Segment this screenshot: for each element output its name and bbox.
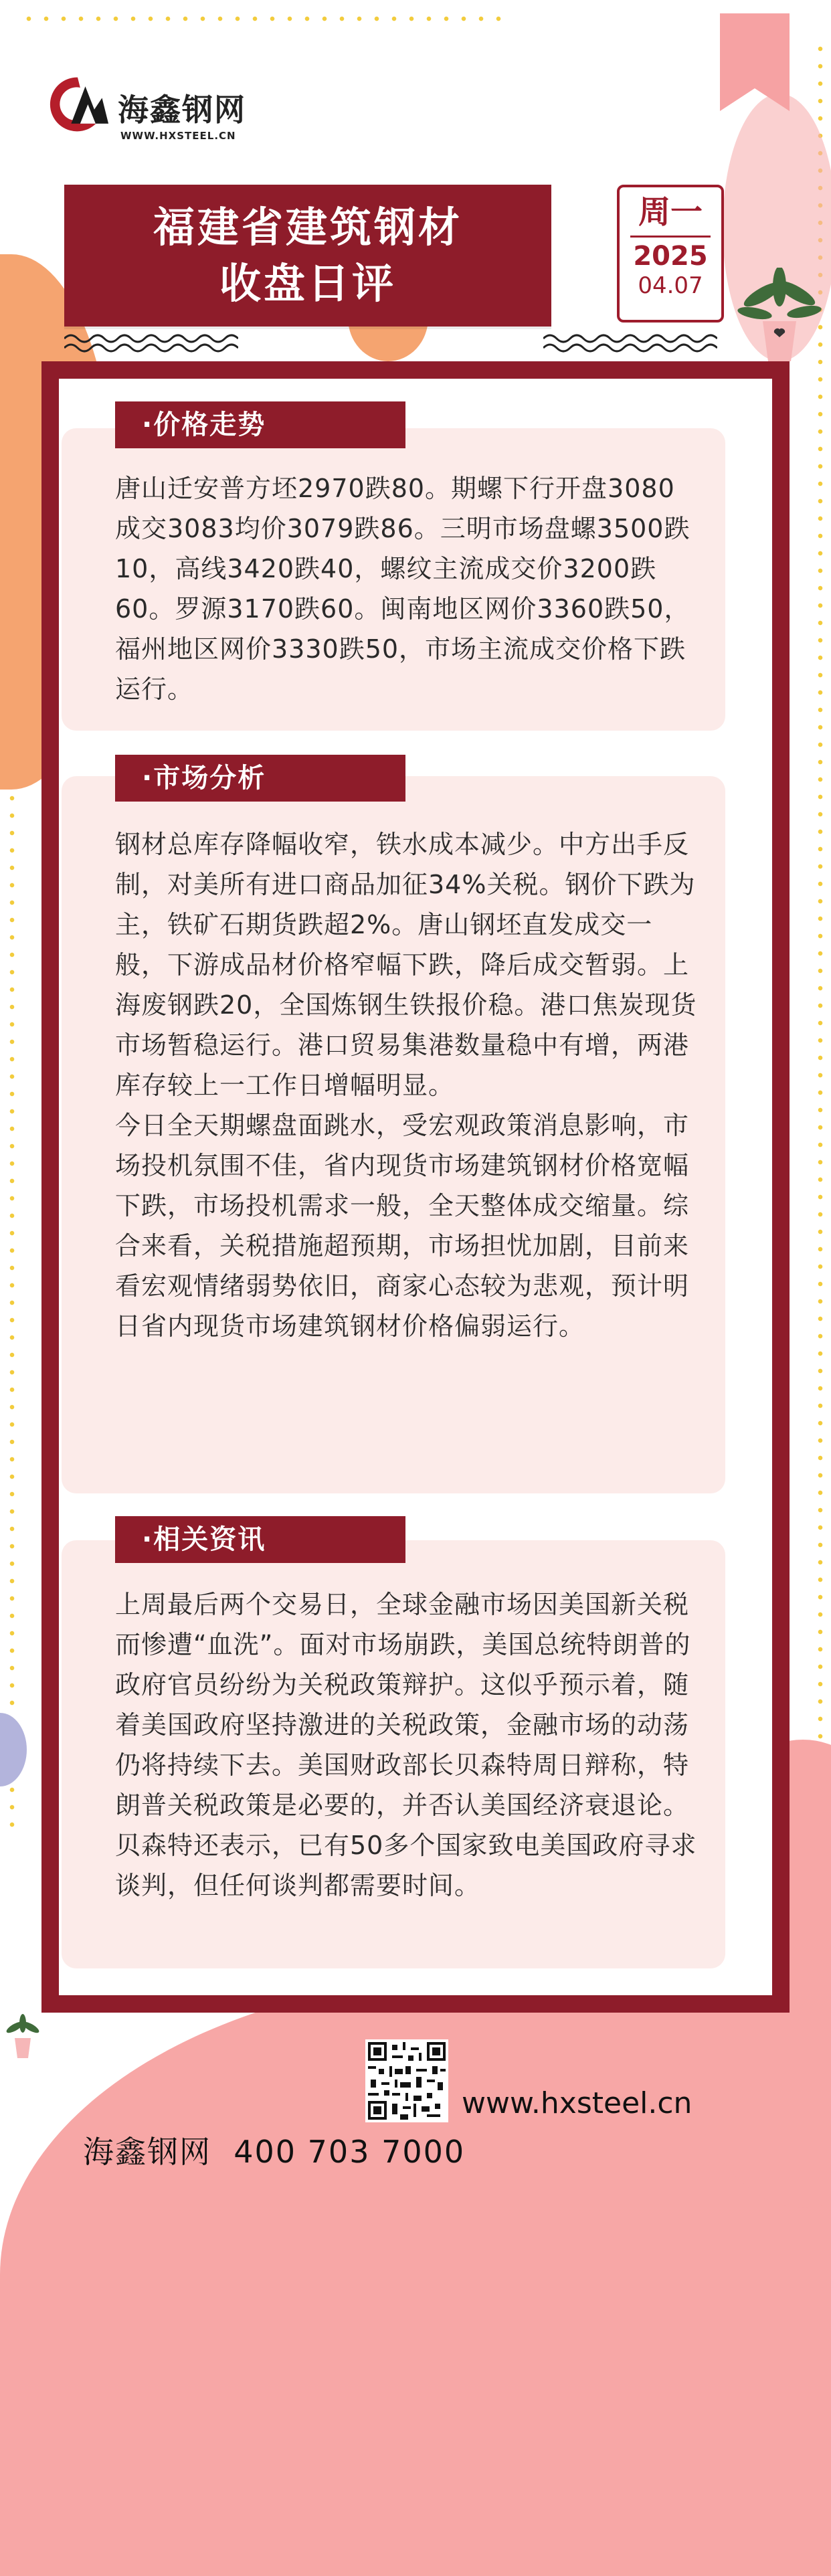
price-trend-body <box>115 468 697 709</box>
qr-code[interactable] <box>365 2039 448 2122</box>
date-month-day: 04.07 <box>638 272 703 299</box>
zigzag-right-icon <box>543 332 717 355</box>
small-plant-icon <box>3 2014 43 2061</box>
related-news-text: 上周最后两个交易日，全球金融市场因美国新关税而惨遭“血洗”。面对市场崩跌，美国总统特朗普的政府官员纷纷为关税政策辩护。这似乎预示着，随着美国政府坚持激进的关税政策，金融市场的动荡仍将持续下去。美国财政部长贝森特周日辩称，特朗普关税政策是必要的，并否认美国经济衰退论。贝森特还表示，已有50多个国家致电美国政府寻求谈判，但任何谈判都需要时间。 <box>115 1590 697 1900</box>
page-title-line1: 福建省建筑钢材 <box>153 203 462 252</box>
date-badge <box>617 185 724 323</box>
date-divider <box>630 236 711 238</box>
date-year: 2025 <box>633 241 708 272</box>
logo-url: WWW.HXSTEEL.CN <box>120 130 236 142</box>
market-analysis-heading: ·市场分析 <box>115 755 405 802</box>
bookmark-ribbon-icon <box>720 13 790 111</box>
lilac-blob-left <box>0 1713 27 1786</box>
qr-code-icon <box>368 2042 446 2120</box>
price-trend-text: 唐山迁安普方坯2970跌80。期螺下行开盘3080成交3083均价3079跌86。三明市场盘螺3500跌10，高线3420跌40，螺纹主流成交价3200跌60。罗源3170跌60。闽南地区网价3360跌50，福州地区网价3330跌50，市场主流成交价格下跌运行。 <box>115 474 690 704</box>
market-analysis-text-1: 钢材总库存降幅收窄，铁水成本减少。中方出手反制，对美所有进口商品加征34%关税。钢价下跌为主，铁矿石期货跌超2%。唐山钢坯直发成交一般，下游成品材价格窄幅下跌，降后成交暂弱。上海废钢跌20，全国炼钢生铁报价稳。港口焦炭现货市场暂稳运行。港口贸易集港数量稳中有增，两港库存较上一工作日增幅明显。 <box>115 830 697 1100</box>
market-analysis-body <box>115 824 697 1346</box>
logo-mark-icon <box>45 72 110 136</box>
potted-plant-icon <box>736 268 823 368</box>
date-weekday: 周一 <box>638 193 703 231</box>
price-trend-heading: ·价格走势 <box>115 401 405 448</box>
related-news-heading: ·相关资讯 <box>115 1516 405 1563</box>
footer-website-link[interactable]: www.hxsteel.cn <box>462 2086 692 2120</box>
top-dotted-border <box>20 16 502 21</box>
left-dotted-border <box>9 790 15 1833</box>
related-news-card <box>62 1540 725 1968</box>
logo-text: 海鑫钢网 <box>118 92 246 128</box>
page-title-line2: 收盘日评 <box>219 259 396 308</box>
zigzag-left-icon <box>64 332 238 355</box>
footer-company-phone: 海鑫钢网 400 703 7000 <box>83 2134 466 2170</box>
market-analysis-text-2: 今日全天期螺盘面跳水，受宏观政策消息影响，市场投机氛围不佳，省内现货市场建筑钢材价格宽幅下跌，市场投机需求一般，全天整体成交缩量。综合来看，关税措施超预期，市场担忧加剧，目前来看宏观情绪弱势依旧，商家心态较为悲观，预计明日省内现货市场建筑钢材价格偏弱运行。 <box>115 1111 690 1341</box>
related-news-body <box>115 1584 697 1906</box>
price-trend-card <box>62 428 725 731</box>
logo[interactable] <box>45 72 260 153</box>
page-title <box>64 185 551 327</box>
market-analysis-card <box>62 776 725 1493</box>
